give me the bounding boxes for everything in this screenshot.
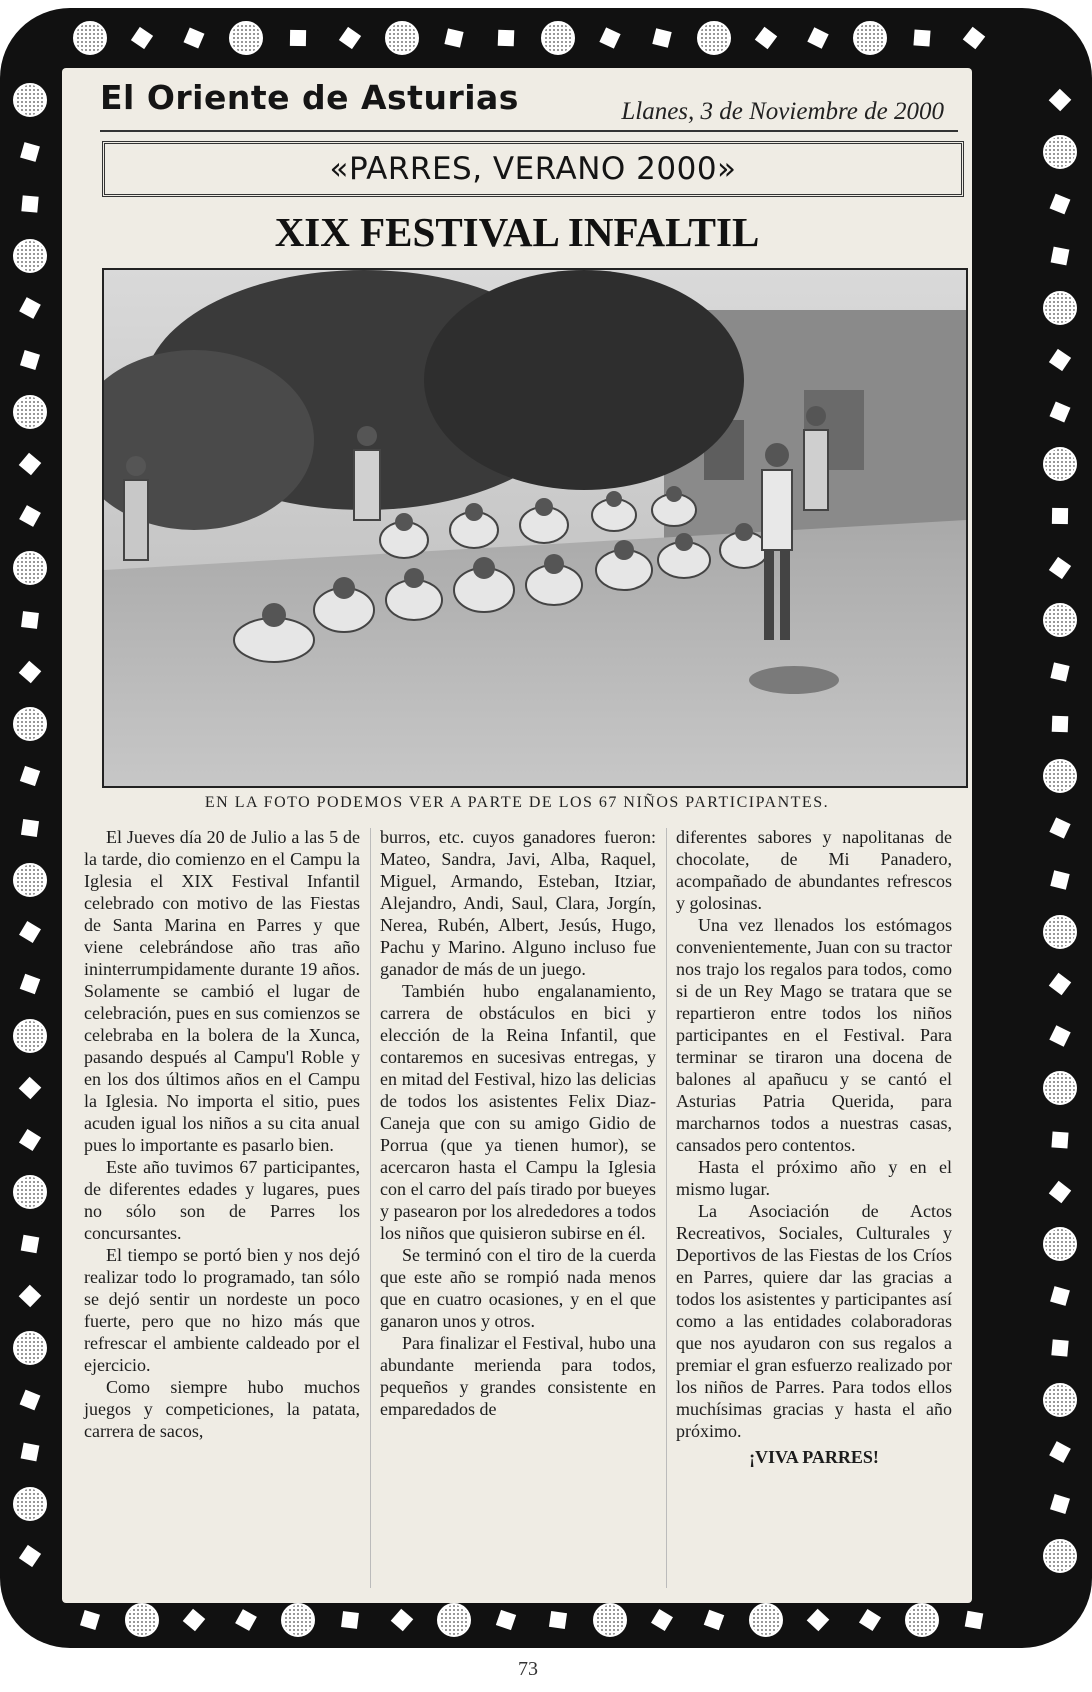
section-title: «PARRES, VERANO 2000» [329, 151, 737, 187]
article-paragraph: Se terminó con el tiro de la cuerda que este año se rompió nada menos que en cuatro ocasiones, y en el que ganaron unos y otros. [380, 1245, 656, 1331]
group-photo [102, 268, 968, 788]
article-paragraph: Hasta el próximo año y en el mismo lugar. [676, 1157, 952, 1199]
article-column-1 [84, 826, 360, 1442]
article-paragraph: La Asociación de Actos Recreativos, Sociales, Culturales y Deportivos de las Fiestas de los Críos en Parres, quiere dar las gracias a todos los asistentes y participantes así como a las entidades colaboradoras que nos ayudaron con sus regalos a premiar el gran esfuerzo realizado por los niños de Parres. Para todos ellos muchísimas gracias y hasta el año próximo. [676, 1201, 952, 1441]
photo-illustration [104, 270, 966, 786]
section-title-box [102, 141, 964, 197]
article-headline: XIX FESTIVAL INFALTIL [274, 209, 760, 255]
closing-exclamation: ¡VIVA PARRES! [749, 1447, 879, 1467]
column-rule [370, 828, 371, 1588]
photo-caption: EN LA FOTO PODEMOS VER A PARTE DE LOS 67 NIÑOS PARTICIPANTES. [204, 794, 830, 811]
dateline: Llanes, 3 de Noviembre de 2000 [621, 98, 944, 125]
article-paragraph: El tiempo se portó bien y nos dejó realizar todo lo programado, tan sólo se dejó sentir un nordeste un poco fuerte, pero que no hizo más que refrescar el ambiente caldeado por el ejercicio. [84, 1245, 360, 1375]
article-paragraph: Una vez llenados los estómagos convenientemente, Juan con su tractor nos trajo los regalos para todos, como si de un Rey Mago se tratara que se repartieron entre todos los niños participantes en el Festival. Para terminar se tiraron una docena de balones al apañucu y se cantó el Asturias Patria Querida, para marcharnos todos a nuestras casas, cansados pero contentos. [676, 915, 952, 1155]
article-paragraph: Como siempre hubo muchos juegos y competiciones, la patata, carrera de sacos, [84, 1377, 360, 1441]
article-column-2 [380, 826, 656, 1420]
page-number: 73 [518, 1658, 538, 1680]
article-paragraph: Este año tuvimos 67 participantes, de diferentes edades y lugares, pues no sólo son de Parres los concursantes. [84, 1157, 360, 1243]
newspaper-masthead: El Oriente de Asturias [100, 78, 519, 117]
article-paragraph: Para finalizar el Festival, hubo una abundante merienda para todos, pequeños y grandes consistente en emparedados de [380, 1333, 656, 1419]
column-rule [666, 828, 667, 1588]
masthead-rule [100, 130, 958, 132]
article-paragraph: burros, etc. cuyos ganadores fueron: Mateo, Sandra, Javi, Alba, Raquel, Miguel, Armando, Esteban, Itziar, Alejandro, Andi, Saul, Clara, Jorgín, Nerea, Rubén, Albert, Jesús, Hugo, Pachu y Marino. Alguno incluso fue ganador de más de un juego. [380, 827, 656, 979]
article-paragraph: El Jueves día 20 de Julio a las 5 de la tarde, dio comienzo en el Campu la Iglesia el XIX Festival Infantil celebrado con motivo de las Fiestas de Santa Marina en Parres y que viene celebrándose año tras año ininterrumpidamente durante 19 años. Solamente se cambió el lugar de celebración, pues en sus comienzos se celebraba en la bolera de la Xunca, pasando después al Campu'l Roble y en los dos últimos años en el Campu la Iglesia. No importa el sitio, pues acuden igual los niños a su cita anual pues lo importante es pasarlo bien. [84, 827, 360, 1155]
article-paragraph: diferentes sabores y napolitanas de chocolate, de Mi Panadero, acompañado de abundantes refrescos y golosinas. [676, 827, 952, 913]
article-paragraph: También hubo engalanamiento, carrera de obstáculos en bici y elección de la Reina Infantil, que contaremos en sucesivas entregas, y en mitad del Festival, hizo las delicias de todos los asistentes Felix Diaz-Caneja que con su amigo Gidio de Porrua (que ya tienen humor), se acercaron hasta el Campu la Iglesia con el carro del país tirado por bueyes y pasearon por los alrededores a todos los niños que quisieron subirse en él. [380, 981, 656, 1243]
article-column-3 [676, 826, 952, 1468]
newspaper-clipping [62, 68, 972, 1603]
